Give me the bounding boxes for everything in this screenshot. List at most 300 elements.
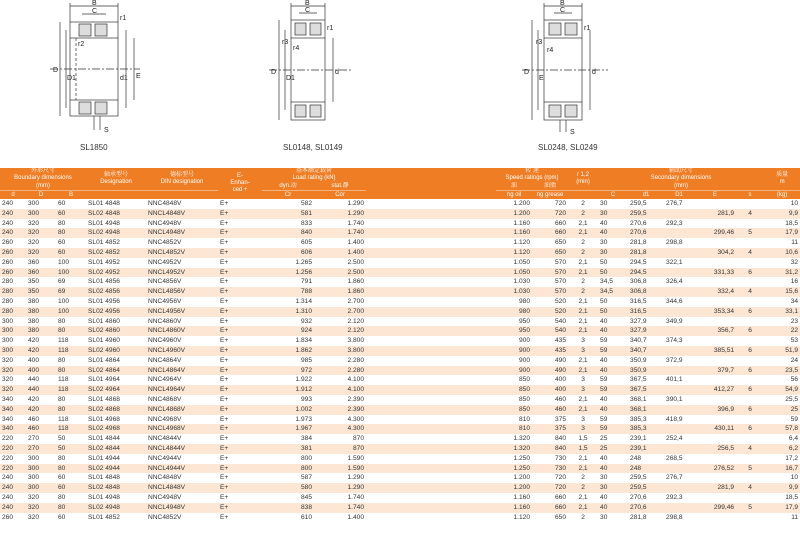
- cell-enhanced: E+: [220, 493, 229, 501]
- cell-r12: 2,1: [568, 503, 598, 513]
- cell-e: 276,52: [694, 464, 736, 474]
- cell-d1-outer: [664, 405, 694, 415]
- cell-e: 281,9: [694, 483, 736, 493]
- dim-label-r3: r3: [282, 39, 289, 46]
- cell-c: 59: [600, 337, 608, 345]
- cell-cr: 845: [301, 493, 313, 501]
- cell-cor: 2.700: [347, 297, 365, 305]
- cell-mass: 10,6: [764, 248, 800, 258]
- header-din-en: DIN designation: [160, 179, 204, 185]
- cell-d1-outer: [664, 444, 694, 454]
- cell-gap: [366, 346, 496, 356]
- cell-d1: 239,1: [628, 444, 664, 454]
- cell-enhanced: E+: [218, 307, 262, 317]
- cell-gap: [366, 287, 496, 297]
- cell-b: 100: [58, 258, 70, 266]
- header-speed: [496, 168, 568, 182]
- cell-cr: 384: [301, 435, 313, 443]
- cell-s: [736, 336, 764, 346]
- cell-ng-oil: 1.120: [513, 239, 531, 247]
- cell-b: 80: [58, 454, 66, 462]
- cell-designation: SL01 4848: [88, 200, 120, 207]
- cell-r12: 2,1: [568, 326, 598, 336]
- cell-din: NNC4948V: [148, 219, 182, 227]
- cell-ng-oil: 900: [519, 337, 531, 345]
- cell-cor: 870: [314, 444, 366, 454]
- cell-s: [736, 277, 764, 287]
- cell-ng-grease: 400: [532, 385, 568, 395]
- cell-designation: SL01 4952: [88, 258, 120, 266]
- dim-label-r1: r1: [584, 25, 591, 32]
- col-designation: [86, 191, 146, 200]
- table-row: [0, 297, 800, 307]
- cell-s: [736, 454, 764, 464]
- cell-din: NNC4844V: [148, 435, 182, 443]
- cell-designation: SL02 4956: [86, 307, 146, 317]
- cell-c: 59: [600, 415, 608, 423]
- cell-outer-d: 380: [26, 326, 56, 336]
- cell-b: 50: [56, 444, 86, 454]
- cell-d: 280: [2, 278, 14, 286]
- col-cr: Cr: [262, 191, 314, 200]
- cell-r12: 3: [581, 376, 585, 384]
- cell-ng-grease: 520: [555, 297, 567, 305]
- cell-mass: 31,2: [764, 268, 800, 278]
- cell-d1-outer: [664, 228, 694, 238]
- cell-d: 240: [0, 483, 26, 493]
- cell-din: NNC4948V: [148, 493, 182, 501]
- cell-d1-outer: [664, 464, 694, 474]
- cell-designation: SL02 4968: [86, 424, 146, 434]
- cell-e: [694, 219, 736, 229]
- cell-d1-outer: 390,1: [666, 395, 683, 403]
- table-row: [0, 464, 800, 474]
- cell-d: 280: [0, 307, 26, 317]
- cell-ng-grease: 570: [555, 278, 567, 286]
- table-row: [0, 356, 800, 366]
- cell-cor: 4.100: [314, 385, 366, 395]
- cell-designation: SL01 4864: [88, 356, 120, 364]
- dim-label-outer-d: D: [524, 69, 530, 76]
- cell-enhanced: E+: [220, 200, 229, 207]
- cell-s: 4: [736, 483, 764, 493]
- cell-e: [694, 297, 736, 307]
- table-row: [0, 405, 800, 415]
- header-boundary: [0, 168, 86, 182]
- cell-e: [694, 336, 736, 346]
- cell-c: 50: [600, 297, 608, 305]
- cell-gap: [366, 317, 496, 327]
- col-ng-grease: ng grease: [532, 191, 568, 200]
- col-d1: d1: [628, 191, 664, 200]
- cell-d1: 259,5: [628, 483, 664, 493]
- header-mass-cn: 质量: [776, 172, 789, 178]
- cell-s: 4: [736, 444, 764, 454]
- header-enhanced-1: E-: [237, 173, 244, 179]
- cell-outer-d: 440: [26, 385, 56, 395]
- header-load: [262, 168, 366, 182]
- cell-s: 6: [736, 307, 764, 317]
- cell-d1: 367,5: [628, 385, 664, 395]
- cell-d: 260: [0, 248, 26, 258]
- cell-c: 40: [598, 405, 628, 415]
- cell-cr: 381: [262, 444, 314, 454]
- table-row: [0, 503, 800, 513]
- dim-label-e: E: [136, 73, 141, 80]
- cell-d1: 270,6: [630, 219, 647, 227]
- cell-c: 30: [600, 474, 608, 482]
- table-row: [0, 424, 800, 434]
- cell-mass: 51,9: [764, 346, 800, 356]
- cell-mass: 18,5: [785, 493, 799, 501]
- cell-cr: 1.912: [262, 385, 314, 395]
- cell-c: 50: [598, 268, 628, 278]
- drawing-sl0248: [510, 0, 620, 160]
- cell-cor: 1.400: [347, 239, 365, 247]
- cell-r12: 2,1: [578, 297, 588, 305]
- cell-designation: SL01 4860: [88, 317, 120, 325]
- cell-enhanced: E+: [218, 366, 262, 376]
- cell-mass: 34: [790, 297, 799, 305]
- cell-d: 340: [2, 415, 14, 423]
- header-speed-grease: 油脂: [532, 182, 568, 191]
- cell-r12: 2,1: [578, 454, 588, 462]
- col-d1-outer: D1: [664, 191, 694, 200]
- cell-d1: 270,6: [628, 228, 664, 238]
- cell-enhanced: E+: [220, 454, 229, 462]
- cell-din: NNCL4864V: [146, 366, 218, 376]
- cell-designation: SL01 4844: [88, 435, 120, 443]
- cell-mass: 25,5: [785, 395, 799, 403]
- header-secondary-en: Secondary dimensions: [650, 175, 712, 181]
- cell-cr: 581: [262, 209, 314, 219]
- cell-r12: 2: [581, 200, 585, 207]
- cell-d: 320: [2, 376, 14, 384]
- cell-din: NNCL4956V: [146, 307, 218, 317]
- cell-ng-oil: 1.200: [496, 209, 532, 219]
- cell-ng-oil: 1.030: [513, 278, 531, 286]
- cell-mass: 15,6: [764, 287, 800, 297]
- cell-designation: SL02 4864: [86, 366, 146, 376]
- cell-cor: 1.400: [347, 513, 365, 521]
- dim-label-r1: r1: [120, 15, 127, 22]
- cell-mass: 23,5: [764, 366, 800, 376]
- cell-mass: 6,2: [764, 444, 800, 454]
- cell-outer-d: 300: [26, 464, 56, 474]
- cell-gap: [366, 219, 496, 229]
- cell-gap: [366, 366, 496, 376]
- table-row: [0, 199, 800, 209]
- cell-enhanced: E+: [218, 209, 262, 219]
- cell-din: NNCL4944V: [146, 464, 218, 474]
- cell-ng-oil: 850: [496, 405, 532, 415]
- cell-ng-grease: 730: [555, 454, 567, 462]
- cell-s: 4: [736, 209, 764, 219]
- cell-s: 6: [736, 385, 764, 395]
- cell-d1-outer: 298,8: [666, 239, 683, 247]
- cell-outer-d: 300: [26, 483, 56, 493]
- cell-cor: 2.390: [314, 405, 366, 415]
- table-row: [0, 375, 800, 385]
- cell-outer-d: 300: [28, 474, 40, 482]
- cell-din: NNC4848V: [148, 200, 182, 207]
- cell-b: 80: [56, 326, 86, 336]
- col-din: [146, 191, 218, 200]
- cell-d: 240: [0, 209, 26, 219]
- table-row: [0, 268, 800, 278]
- cell-cor: 2.280: [347, 356, 365, 364]
- col-outer-d: D: [26, 191, 56, 200]
- cell-b: 80: [58, 493, 66, 501]
- header-mass: [764, 168, 800, 191]
- cell-cor: 1.740: [347, 219, 365, 227]
- cell-s: [736, 199, 764, 209]
- table-row: [0, 385, 800, 395]
- cell-outer-d: 320: [26, 228, 56, 238]
- cell-d1: 270,6: [630, 493, 647, 501]
- cell-d1-outer: [664, 326, 694, 336]
- cell-cr: 838: [262, 503, 314, 513]
- cell-r12: 2,1: [578, 493, 588, 501]
- cell-ng-oil: 900: [496, 346, 532, 356]
- cell-designation: SL01 4968: [88, 415, 120, 423]
- cell-cor: 4.100: [347, 376, 365, 384]
- cell-din: NNCL4848V: [146, 483, 218, 493]
- cell-d1-outer: 418,9: [666, 415, 683, 423]
- cell-e: [694, 395, 736, 405]
- cell-ng-grease: 435: [555, 337, 567, 345]
- cell-gap: [366, 356, 496, 366]
- cell-enhanced: E+: [218, 405, 262, 415]
- cell-d1-outer: 276,7: [666, 474, 683, 482]
- cell-gap: [366, 483, 496, 493]
- cell-e: [694, 493, 736, 503]
- cell-ng-grease: 660: [555, 219, 567, 227]
- cell-s: 5: [736, 503, 764, 513]
- table-row: [0, 336, 800, 346]
- cell-cor: 1.860: [347, 278, 365, 286]
- cell-d: 340: [2, 395, 14, 403]
- drawing-caption: SL0148, SL0149: [283, 143, 343, 152]
- cell-enhanced: E+: [220, 415, 229, 423]
- cell-d: 220: [0, 444, 26, 454]
- cell-designation: SL01 4856: [88, 278, 120, 286]
- cell-ng-grease: 520: [532, 307, 568, 317]
- dim-label-d1: d1: [120, 75, 128, 82]
- dim-label-r3: r3: [536, 39, 543, 46]
- cell-ng-grease: 650: [555, 239, 567, 247]
- cell-b: 100: [56, 307, 86, 317]
- cell-r12: 2,1: [568, 307, 598, 317]
- cell-ng-grease: 540: [532, 326, 568, 336]
- cell-s: 5: [736, 464, 764, 474]
- cell-cr: 1.265: [295, 258, 313, 266]
- cell-d1: 340,7: [628, 346, 664, 356]
- cell-d: 240: [0, 228, 26, 238]
- col-r12: [568, 191, 598, 200]
- cell-ng-oil: 850: [519, 376, 531, 384]
- cell-enhanced: E+: [218, 287, 262, 297]
- cell-ng-grease: 460: [555, 395, 567, 403]
- table-row: [0, 513, 800, 523]
- cell-din: NNC4852V: [148, 239, 182, 247]
- cell-designation: SL02 4952: [86, 268, 146, 278]
- cell-d: 340: [0, 424, 26, 434]
- cell-c: 30: [598, 248, 628, 258]
- cell-e: [694, 375, 736, 385]
- cell-outer-d: 270: [26, 444, 56, 454]
- header-din-cn: 德标型号: [170, 172, 195, 178]
- cell-gap: [366, 513, 496, 523]
- cell-cr: 840: [262, 228, 314, 238]
- cell-e: 256,5: [694, 444, 736, 454]
- cell-enhanced: E+: [220, 258, 229, 266]
- cell-b: 118: [56, 346, 86, 356]
- header-spacer: [366, 168, 496, 199]
- cell-mass: 53: [790, 337, 799, 345]
- cell-d1-outer: 344,6: [666, 297, 683, 305]
- cell-d1-outer: [664, 307, 694, 317]
- cell-cor: 4.300: [314, 424, 366, 434]
- cell-din: NNCL4948V: [146, 503, 218, 513]
- cell-e: 299,46: [694, 228, 736, 238]
- cell-d: 220: [2, 454, 14, 462]
- cell-ng-oil: 850: [519, 395, 531, 403]
- cell-c: 50: [600, 258, 608, 266]
- cell-d1-outer: [664, 287, 694, 297]
- dim-label-r2: r2: [78, 41, 85, 48]
- cell-d: 240: [2, 493, 14, 501]
- cell-cr: 932: [301, 317, 313, 325]
- cell-din: NNC4856V: [148, 278, 182, 286]
- cell-din: NNCL4848V: [146, 209, 218, 219]
- cell-ng-oil: 1.120: [496, 248, 532, 258]
- cell-designation: SL02 4860: [86, 326, 146, 336]
- cell-outer-d: 320: [28, 493, 40, 501]
- cell-r12: 3: [581, 415, 585, 423]
- cell-b: 80: [58, 356, 66, 364]
- cell-cor: 4.300: [347, 415, 365, 423]
- cell-outer-d: 320: [26, 248, 56, 258]
- drawing-caption: SL0248, SL0249: [538, 143, 598, 152]
- cell-ng-oil: 1.050: [513, 258, 531, 266]
- cell-r12: 2,1: [578, 258, 588, 266]
- cell-mass: 59: [790, 415, 799, 423]
- cell-enhanced: E+: [218, 326, 262, 336]
- cell-s: [736, 395, 764, 405]
- cell-d1: 385,3: [630, 415, 647, 423]
- cell-ng-oil: 1.160: [513, 493, 531, 501]
- cell-din: NNCL4964V: [146, 385, 218, 395]
- col-ng-oil: ng oil: [496, 191, 532, 200]
- cell-d1: 281,8: [630, 239, 647, 247]
- header-load-cn: 基本额定载荷: [296, 168, 333, 174]
- cell-din: NNC4964V: [148, 376, 182, 384]
- header-secondary: [598, 168, 764, 182]
- cell-cor: 2.120: [347, 317, 365, 325]
- cell-din: NNCL4968V: [146, 424, 218, 434]
- cell-enhanced: E+: [218, 228, 262, 238]
- cell-b: 118: [58, 376, 69, 384]
- cell-mass: 18,5: [785, 219, 799, 227]
- cell-outer-d: 400: [28, 356, 40, 364]
- cell-d1: 306,8: [628, 287, 664, 297]
- cell-gap: [366, 268, 496, 278]
- cell-e: 430,11: [694, 424, 736, 434]
- cell-ng-oil: 1.320: [513, 435, 531, 443]
- cell-cr: 1.967: [262, 424, 314, 434]
- header-load-stat: stat.静: [314, 182, 366, 191]
- cell-cor: 1.740: [314, 503, 366, 513]
- cell-d1: 385,3: [628, 424, 664, 434]
- cell-e: 304,2: [694, 248, 736, 258]
- cell-b: 69: [58, 278, 66, 286]
- cell-b: 60: [58, 239, 66, 247]
- cell-ng-grease: 570: [532, 268, 568, 278]
- cell-e: 332,4: [694, 287, 736, 297]
- cell-d: 300: [0, 346, 26, 356]
- col-s: s: [736, 191, 764, 200]
- cell-d1-outer: [664, 209, 694, 219]
- cell-gap: [366, 395, 496, 405]
- header-secondary-cn: 辅助尺寸: [669, 168, 694, 174]
- cell-ng-grease: 840: [532, 444, 568, 454]
- cell-enhanced: E+: [218, 464, 262, 474]
- cell-designation: SL02 4844: [86, 444, 146, 454]
- cell-cor: 2.280: [314, 366, 366, 376]
- cell-outer-d: 270: [28, 435, 40, 443]
- cell-ng-oil: 1.320: [496, 444, 532, 454]
- cell-d: 320: [2, 356, 14, 364]
- cell-d1-outer: 292,3: [666, 219, 683, 227]
- cell-s: [736, 258, 764, 268]
- cell-ng-grease: 840: [555, 435, 567, 443]
- cell-designation: SL01 4848: [88, 474, 120, 482]
- cell-d1-outer: 252,4: [666, 435, 683, 443]
- cell-designation: SL02 4848: [86, 483, 146, 493]
- cell-r12: 2,1: [578, 219, 588, 227]
- table-row: [0, 248, 800, 258]
- cell-enhanced: E+: [220, 239, 229, 247]
- cell-ng-grease: 720: [532, 483, 568, 493]
- cell-cor: 3.800: [314, 346, 366, 356]
- cell-r12: 2: [568, 287, 598, 297]
- header-load-en: Load rating (kN): [292, 175, 336, 181]
- cell-mass: 16: [790, 278, 799, 286]
- cell-s: [736, 513, 764, 523]
- cell-mass: 10: [790, 474, 799, 482]
- table-row: [0, 307, 800, 317]
- cell-b: 80: [56, 464, 86, 474]
- cell-enhanced: E+: [218, 385, 262, 395]
- cell-c: 30: [598, 209, 628, 219]
- cell-ng-oil: 810: [496, 424, 532, 434]
- cell-designation: SL02 4856: [86, 287, 146, 297]
- cell-ng-oil: 1.250: [513, 454, 531, 462]
- cell-s: [736, 473, 764, 483]
- dim-label-d: d: [592, 69, 596, 76]
- dim-label-r4: r4: [547, 47, 554, 54]
- table-row: [0, 444, 800, 454]
- cell-din: NNC4860V: [148, 317, 182, 325]
- cell-c: 40: [600, 493, 608, 501]
- dim-label-b: B: [560, 0, 565, 7]
- cell-d1: 294,5: [630, 258, 647, 266]
- cell-e: 299,46: [694, 503, 736, 513]
- cell-ng-oil: 810: [519, 415, 531, 423]
- cell-mass: 16,7: [764, 464, 800, 474]
- cell-designation: SL02 4948: [86, 503, 146, 513]
